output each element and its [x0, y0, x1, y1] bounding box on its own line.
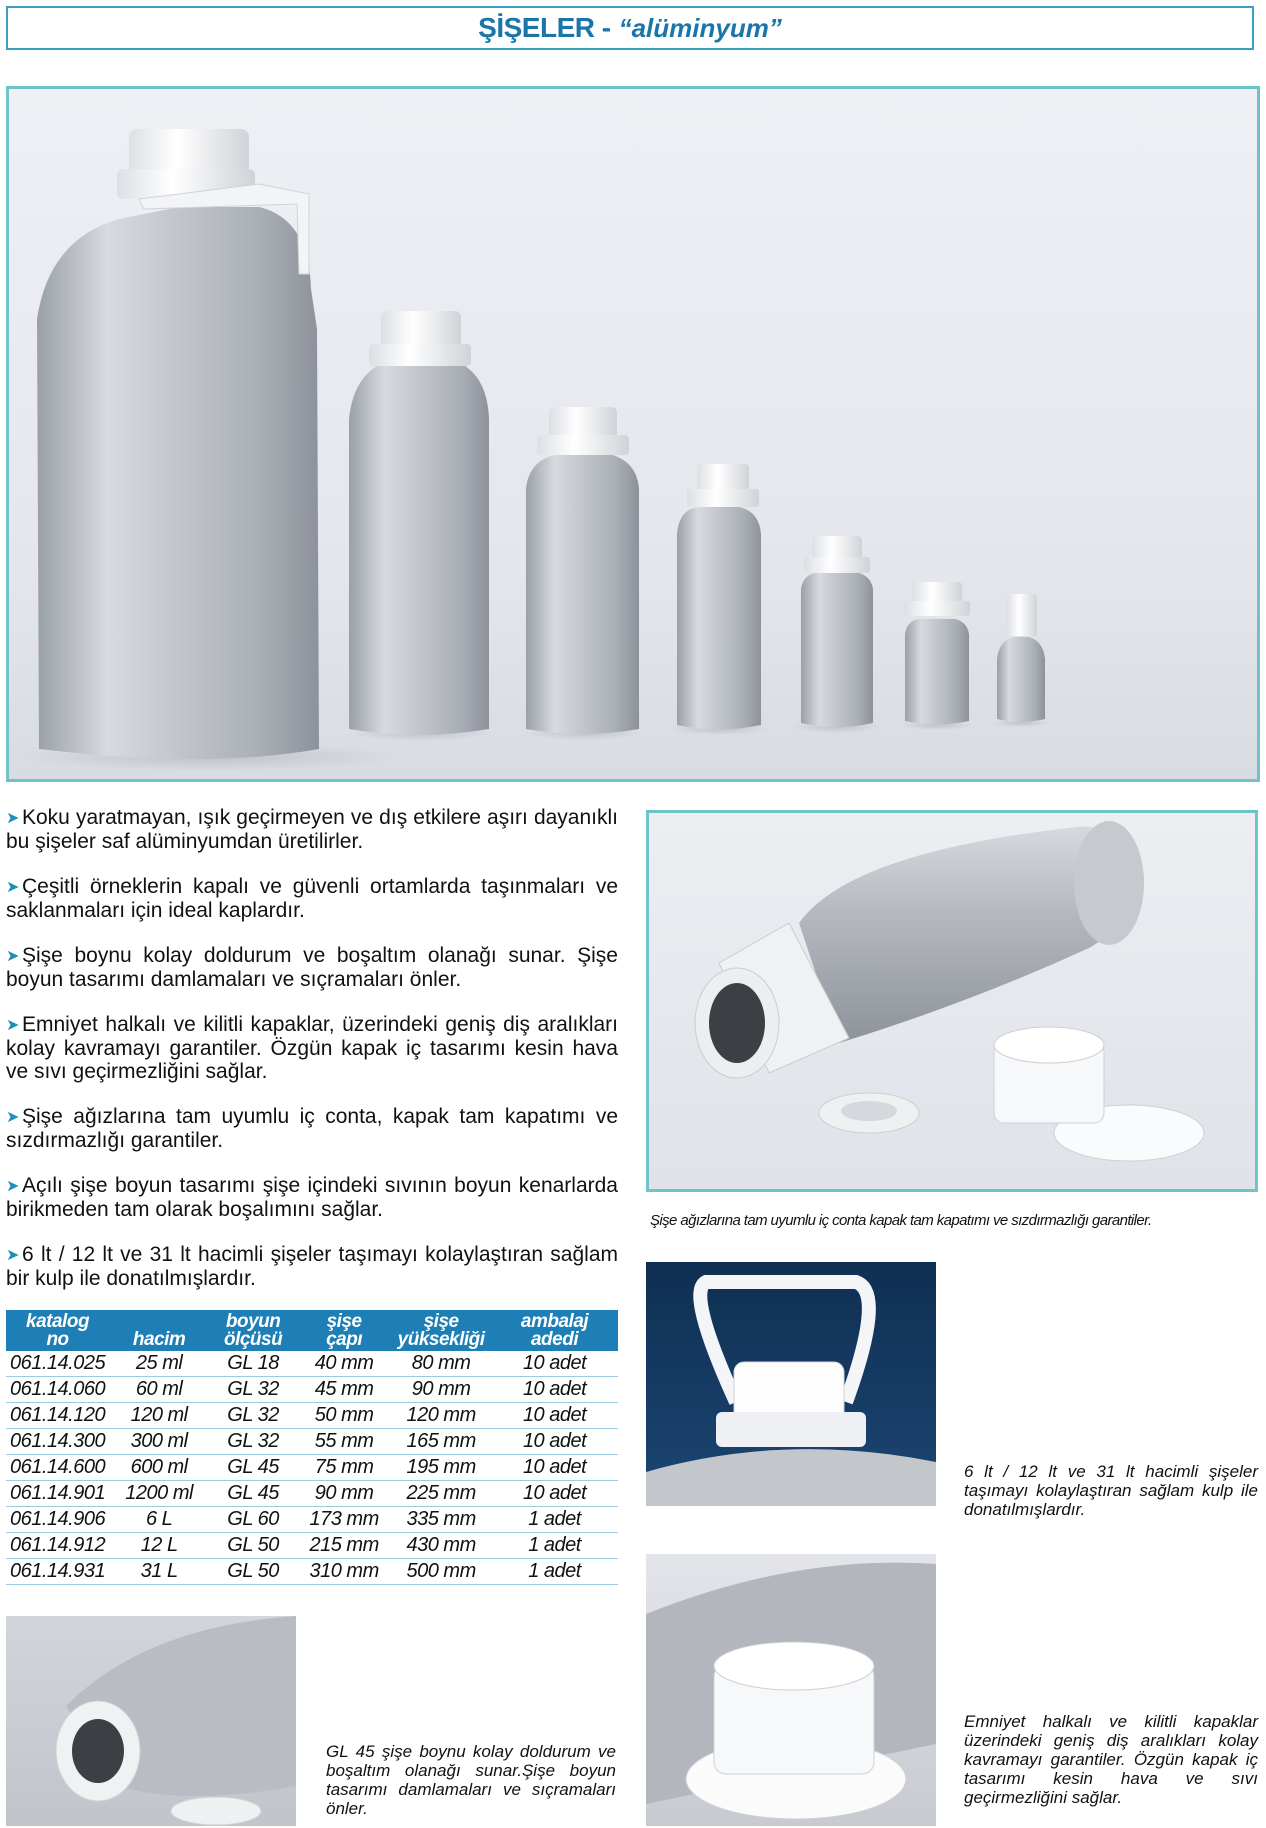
handle-photo [646, 1262, 936, 1506]
table-cell: 061.14.060 [6, 1377, 109, 1403]
table-cell: 31 L [109, 1559, 209, 1585]
table-cell: GL 45 [209, 1455, 297, 1481]
handle-illustration [646, 1262, 936, 1506]
table-cell: 40 mm [297, 1351, 391, 1377]
table-cell: GL 50 [209, 1559, 297, 1585]
table-body [6, 1351, 618, 1585]
table-cell: 10 adet [491, 1429, 618, 1455]
arrow-icon: ➤ [6, 1247, 20, 1264]
table-cell: 300 ml [109, 1429, 209, 1455]
table-cell: GL 32 [209, 1429, 297, 1455]
table-cell: 061.14.600 [6, 1455, 109, 1481]
table-row [6, 1533, 618, 1559]
table-cell: 50 mm [297, 1403, 391, 1429]
list-item: ➤ 6 lt / 12 lt ve 31 lt hacimli şişeler taşımayı kolaylaştıran sağlam bir kulp ile donatılmışlardır. [6, 1243, 618, 1290]
table-cell: 600 ml [109, 1455, 209, 1481]
table-cell: 80 mm [391, 1351, 491, 1377]
table-cell: GL 18 [209, 1351, 297, 1377]
table-cell: GL 60 [209, 1507, 297, 1533]
list-item: ➤ Şişe ağızlarına tam uyumlu iç conta, kapak tam kapatımı ve sızdırmazlığı garantiler. [6, 1105, 618, 1152]
table-cell: 25 ml [109, 1351, 209, 1377]
table-cell: 061.14.906 [6, 1507, 109, 1533]
page-subtitle: “alüminyum” [618, 12, 782, 43]
header-boyun: boyun ölçüsü [209, 1310, 297, 1351]
table-cell: 120 mm [391, 1403, 491, 1429]
table-row [6, 1351, 618, 1377]
list-item: ➤ Açılı şişe boyun tasarımı şişe içindeki sıvının boyun kenarlarda birikmeden tam olarak boşalımını sağlar. [6, 1174, 618, 1221]
list-item: ➤ Çeşitli örneklerin kapalı ve güvenli ortamlarda taşınmaları ve saklanmaları için ideal kaplardır. [6, 875, 618, 922]
header-cap: şişe çapı [297, 1310, 391, 1351]
table-cell: GL 32 [209, 1377, 297, 1403]
table-cell: 061.14.025 [6, 1351, 109, 1377]
header-katalog: katalog no [6, 1310, 109, 1351]
cap-illustration [646, 1554, 936, 1826]
table-row [6, 1429, 618, 1455]
arrow-icon: ➤ [6, 879, 20, 896]
table-cell: 6 L [109, 1507, 209, 1533]
table-cell: 061.14.912 [6, 1533, 109, 1559]
table-cell: 500 mm [391, 1559, 491, 1585]
spec-table [6, 1310, 618, 1585]
table-cell: 90 mm [297, 1481, 391, 1507]
neck-illustration [6, 1616, 296, 1826]
arrow-icon: ➤ [6, 1109, 20, 1126]
feature-list [6, 806, 618, 1312]
table-cell: 215 mm [297, 1533, 391, 1559]
table-cell: 1200 ml [109, 1481, 209, 1507]
header-ambalaj: ambalaj adedi [491, 1310, 618, 1351]
table-row [6, 1507, 618, 1533]
neck-caption: GL 45 şişe boynu kolay doldurum ve boşaltım olanağı sunar.Şişe boyun tasarımı damlamaları ve sıçramaları önler. [326, 1742, 616, 1818]
table-cell: 10 adet [491, 1377, 618, 1403]
seal-photo [646, 810, 1258, 1192]
table-cell: 165 mm [391, 1429, 491, 1455]
table-cell: 1 adet [491, 1507, 618, 1533]
table-cell: 061.14.300 [6, 1429, 109, 1455]
cap-photo [646, 1554, 936, 1826]
table-cell: 12 L [109, 1533, 209, 1559]
hero-bottles-photo [6, 86, 1260, 782]
table-cell: 225 mm [391, 1481, 491, 1507]
header-yukseklik: şişe yüksekliği [391, 1310, 491, 1351]
table-cell: 10 adet [491, 1455, 618, 1481]
table-row [6, 1377, 618, 1403]
list-item: ➤ Emniyet halkalı ve kilitli kapaklar, üzerindeki geniş diş aralıkları kolay kavramayı garantiler. Özgün kapak iç tasarımı kesin hava ve sıvı geçirmezliğini sağlar. [6, 1013, 618, 1083]
table-cell: 061.14.931 [6, 1559, 109, 1585]
arrow-icon: ➤ [6, 1017, 20, 1034]
table-cell: 55 mm [297, 1429, 391, 1455]
table-row [6, 1481, 618, 1507]
seal-caption: Şişe ağızlarına tam uyumlu iç conta kapak tam kapatımı ve sızdırmazlığı garantiler. [650, 1212, 1152, 1229]
table-cell: 1 adet [491, 1559, 618, 1585]
page-title: ŞİŞELER - [478, 12, 611, 43]
table-cell: 10 adet [491, 1351, 618, 1377]
table-cell: 45 mm [297, 1377, 391, 1403]
table-cell: 1 adet [491, 1533, 618, 1559]
table-cell: 10 adet [491, 1481, 618, 1507]
header-hacim: hacim [109, 1310, 209, 1351]
table-cell: 061.14.120 [6, 1403, 109, 1429]
table-cell: 430 mm [391, 1533, 491, 1559]
table-cell: 120 ml [109, 1403, 209, 1429]
table-cell: 061.14.901 [6, 1481, 109, 1507]
cap-caption: Emniyet halkalı ve kilitli kapaklar üzerindeki geniş diş aralıkları kolay kavramayı garantiler. Özgün kapak iç tasarımı kesin hava ve sıvı geçirmezliğini sağlar. [964, 1712, 1258, 1807]
table-cell: 310 mm [297, 1559, 391, 1585]
table-row [6, 1455, 618, 1481]
table-cell: GL 32 [209, 1403, 297, 1429]
table-cell: GL 50 [209, 1533, 297, 1559]
table-cell: 60 ml [109, 1377, 209, 1403]
table-cell: 10 adet [491, 1403, 618, 1429]
list-item: ➤ Koku yaratmayan, ışık geçirmeyen ve dış etkilere aşırı dayanıklı bu şişeler saf alüminyumdan üretilirler. [6, 806, 618, 853]
table-row [6, 1559, 618, 1585]
table-cell: 173 mm [297, 1507, 391, 1533]
open-bottle-illustration [649, 813, 1255, 1189]
arrow-icon: ➤ [6, 948, 20, 965]
table-row [6, 1403, 618, 1429]
neck-photo [6, 1616, 296, 1826]
table-cell: 90 mm [391, 1377, 491, 1403]
arrow-icon: ➤ [6, 810, 20, 827]
bottle-lineup-illustration [9, 89, 1257, 779]
arrow-icon: ➤ [6, 1178, 20, 1195]
page-title-box [6, 6, 1254, 50]
table-cell: GL 45 [209, 1481, 297, 1507]
table-header-row [6, 1310, 618, 1351]
handle-caption: 6 lt / 12 lt ve 31 lt hacimli şişeler taşımayı kolaylaştıran sağlam kulp ile donatılmışlardır. [964, 1462, 1258, 1519]
table-cell: 335 mm [391, 1507, 491, 1533]
list-item: ➤ Şişe boynu kolay doldurum ve boşaltım olanağı sunar. Şişe boyun tasarımı damlamaları ve sıçramaları önler. [6, 944, 618, 991]
table-cell: 75 mm [297, 1455, 391, 1481]
table-cell: 195 mm [391, 1455, 491, 1481]
